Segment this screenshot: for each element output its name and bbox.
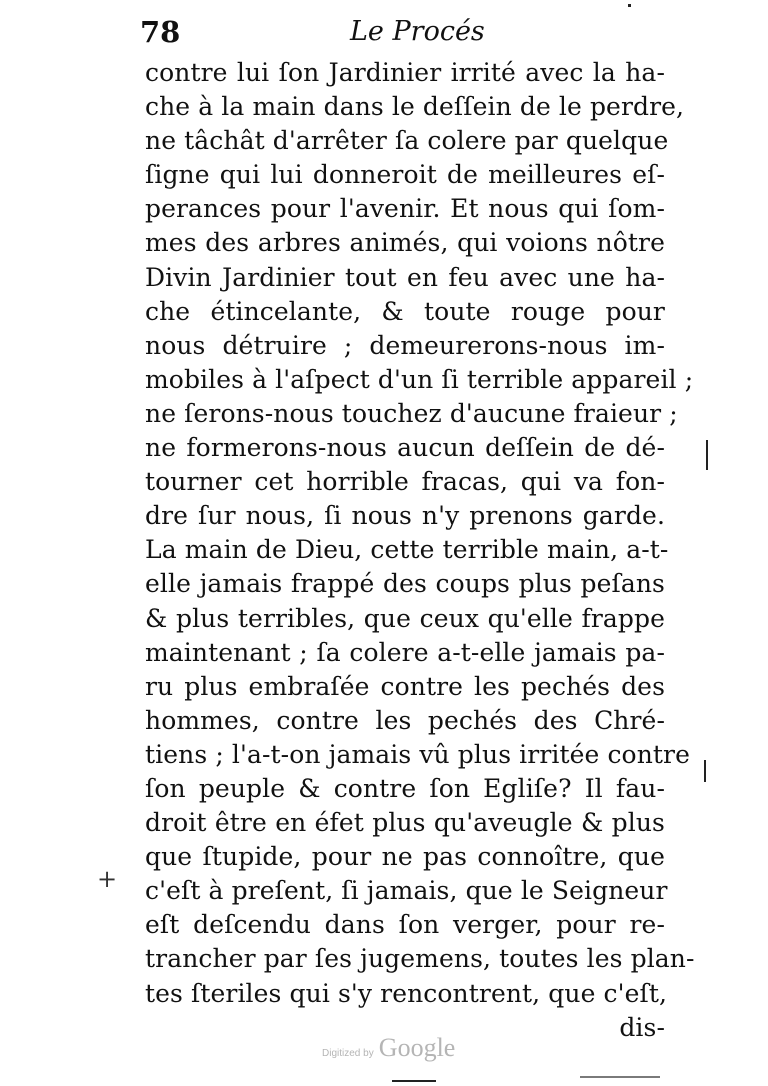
watermark-brand: Google [378, 1033, 456, 1062]
text-line: tourner cet horrible fracas, qui va fon- [145, 467, 665, 497]
running-title: Le Procés [350, 16, 485, 47]
text-line: mobiles à l'aſpect d'un ſi terrible appareil ; [145, 364, 694, 394]
text-line: ſigne qui lui donneroit de meilleures eſ- [145, 160, 665, 190]
text-line: che étincelante, & toute rouge pour [145, 296, 665, 326]
text-line: elle jamais frappé des coups plus peſans [145, 569, 665, 599]
text-line: La main de Dieu, cette terrible main, a-t- [145, 535, 669, 565]
text-line: tiens ; l'a-t-on jamais vû plus irritée contre [145, 739, 691, 769]
page-number: 78 [140, 15, 181, 49]
text-line: eſt deſcendu dans ſon verger, pour re- [145, 910, 665, 940]
ink-speck [392, 1080, 436, 1082]
page-header [140, 12, 660, 52]
watermark-prefix: Digitized by [322, 1048, 374, 1059]
text-line: c'eſt à preſent, ſi jamais, que le Seigneur [145, 876, 668, 906]
text-line: & plus terribles, que ceux qu'elle frappe [145, 603, 665, 633]
catchword: dis- [619, 1012, 665, 1042]
text-line: perances pour l'avenir. Et nous qui ſom- [145, 194, 665, 224]
text-line: que ſtupide, pour ne pas connoître, que [145, 842, 665, 872]
text-line: maintenant ; ſa colere a-t-elle jamais pa- [145, 637, 665, 667]
digitized-watermark [322, 1030, 455, 1066]
text-line: ne tâchât d'arrêter ſa colere par quelque [145, 126, 669, 156]
text-line: contre lui ſon Jardinier irrité avec la ha- [145, 58, 665, 87]
text-line: ſon peuple & contre ſon Egliſe? Il fau- [145, 773, 665, 803]
text-line: tes ſteriles qui s'y rencontrent, que c'eſt, [145, 978, 668, 1008]
text-line: mes des arbres animés, qui voions nôtre [145, 228, 665, 258]
ink-speck [628, 4, 631, 7]
ink-speck [704, 760, 706, 782]
text-line: droit être en éfet plus qu'aveugle & plus [145, 808, 665, 838]
text-line: nous détruire ; demeurerons-nous im- [145, 330, 665, 360]
ink-speck [706, 440, 708, 470]
body-text [145, 56, 695, 1045]
text-line: ne formerons-nous aucun deſſein de dé- [145, 433, 665, 463]
text-line: hommes, contre les pechés des Chré- [145, 705, 665, 735]
text-line: ru plus embraſée contre les pechés des [145, 671, 665, 701]
text-line: Divin Jardinier tout en feu avec une ha- [145, 262, 665, 292]
margin-mark: + [97, 865, 118, 893]
text-line: che à la main dans le deſſein de le perdre, [145, 92, 685, 122]
text-line: dre ſur nous, ſi nous n'y prenons garde. [145, 501, 665, 531]
ink-speck [580, 1076, 660, 1078]
text-line: trancher par ſes jugemens, toutes les plan- [145, 944, 695, 974]
text-line: ne ſerons-nous touchez d'aucune fraieur ; [145, 398, 678, 428]
